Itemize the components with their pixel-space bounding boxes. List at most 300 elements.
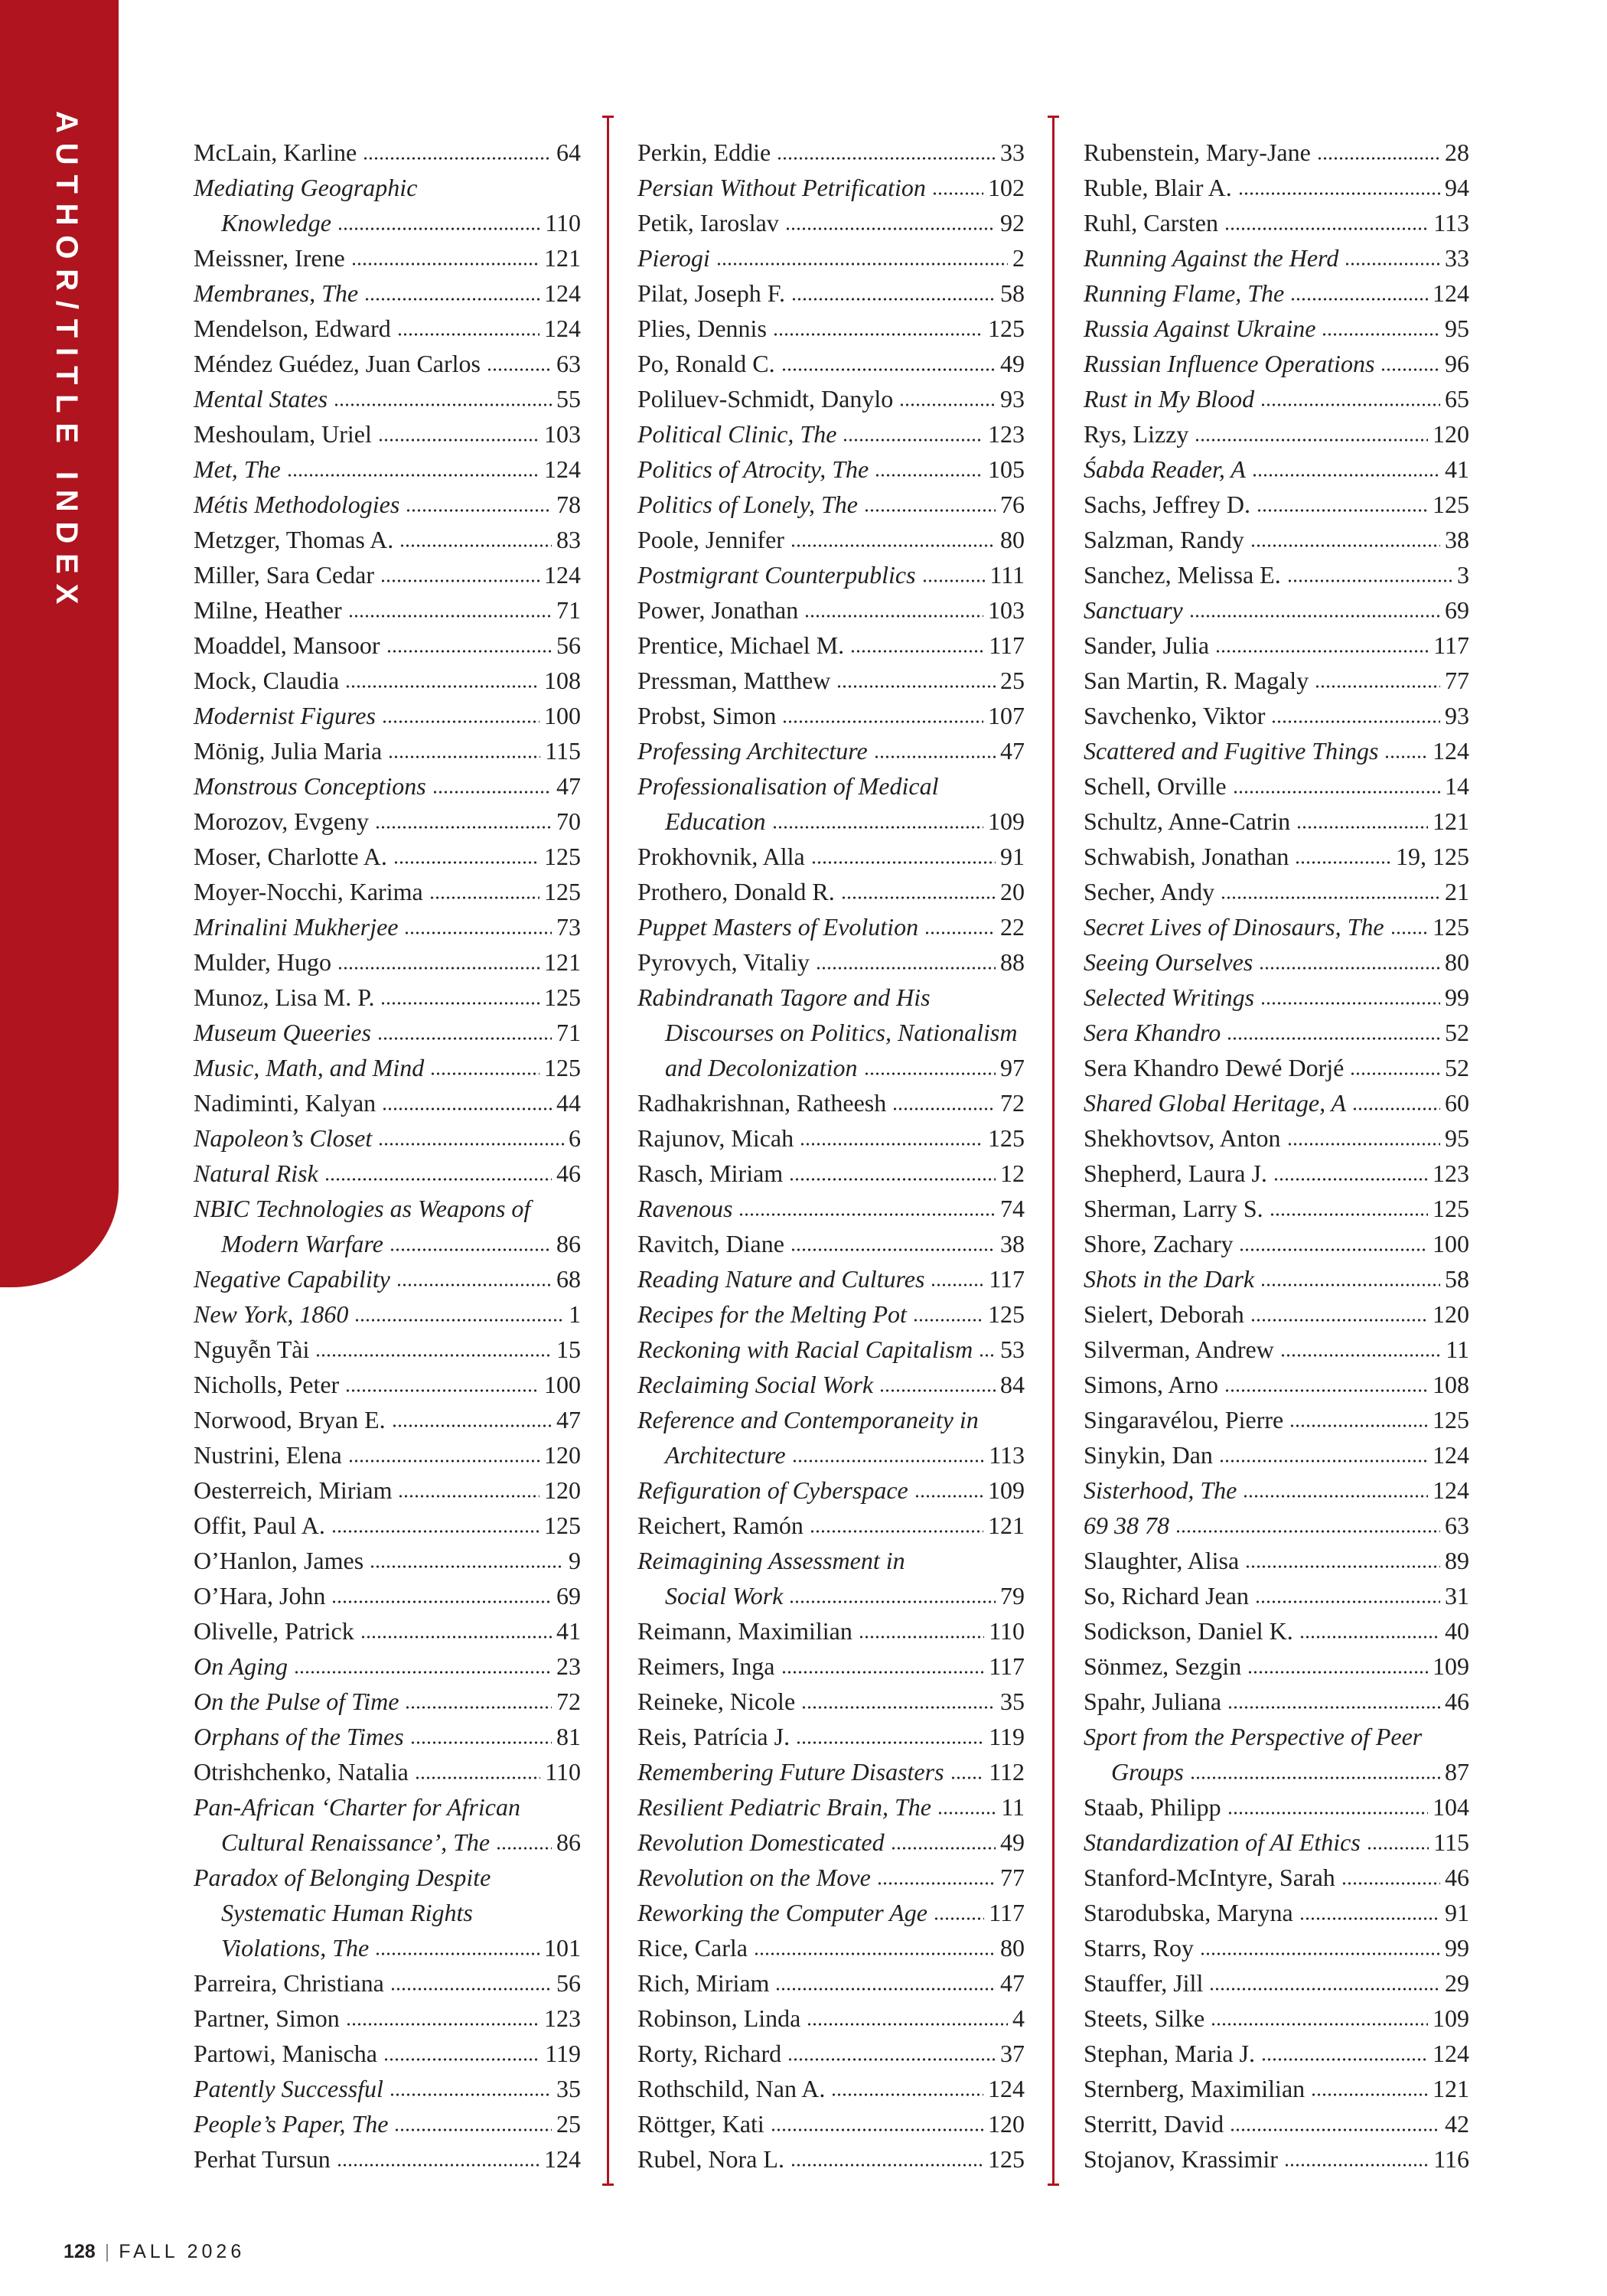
dot-leader — [1227, 1036, 1440, 1041]
index-entry-title — [1084, 1508, 1469, 1543]
entry-line — [1084, 733, 1469, 768]
entry-line — [637, 1895, 1025, 1930]
dot-leader — [771, 2128, 983, 2132]
entry-page-number: 124 — [544, 2145, 581, 2173]
entry-line — [1084, 944, 1469, 980]
index-entry-author — [194, 1578, 581, 1613]
entry-page-number: 93 — [1000, 385, 1025, 413]
index-entry-title — [194, 1261, 581, 1296]
dot-leader — [716, 262, 1008, 266]
entry-line — [1084, 1754, 1469, 1789]
index-entry-title — [194, 1789, 581, 1860]
entry-heading-text: Sanchez, Melissa E. — [1084, 561, 1281, 589]
index-entry-author — [1084, 768, 1469, 804]
entry-line — [637, 980, 1025, 1015]
entry-line — [1084, 2001, 1469, 2036]
dot-leader — [1245, 1564, 1440, 1569]
entry-line — [1084, 1367, 1469, 1402]
entry-line — [194, 240, 581, 276]
entry-heading-text: Recipes for the Melting Pot — [637, 1300, 907, 1328]
entry-heading-text: Knowledge — [221, 209, 331, 236]
entry-heading-text: Politics of Lonely, The — [637, 491, 858, 518]
entry-heading-text: Sodickson, Daniel K. — [1084, 1617, 1293, 1645]
dot-leader — [1261, 2057, 1428, 2062]
dot-leader — [781, 1670, 985, 1675]
entry-line — [194, 2036, 581, 2071]
entry-line — [1084, 1613, 1469, 1649]
entry-page-number: 86 — [556, 1230, 581, 1257]
index-entry-author — [637, 1085, 1025, 1120]
index-entry-author — [637, 205, 1025, 240]
entry-heading-text: Rice, Carla — [637, 1934, 748, 1962]
entry-line — [637, 2141, 1025, 2177]
entry-line — [1084, 628, 1469, 663]
dot-leader — [1367, 1846, 1429, 1851]
entry-page-number: 121 — [1433, 2075, 1469, 2102]
dot-leader — [378, 438, 539, 442]
entry-line — [637, 1613, 1025, 1649]
dot-leader — [790, 1247, 996, 1252]
entry-heading-text: Napoleon’s Closet — [194, 1124, 373, 1152]
entry-heading-text: Persian Without Petrification — [637, 174, 926, 201]
entry-heading-text: People’s Paper, The — [194, 2110, 389, 2138]
index-entry-author — [1084, 1613, 1469, 1649]
index-entry-title — [637, 1825, 1025, 1860]
dot-leader — [1299, 1916, 1440, 1921]
dot-leader — [1352, 1107, 1440, 1111]
entry-heading-text: Sera Khandro — [1084, 1019, 1221, 1046]
entry-heading-text: Munoz, Lisa M. P. — [194, 983, 375, 1011]
entry-heading-text: Sisterhood, The — [1084, 1476, 1237, 1504]
index-entry-author — [637, 346, 1025, 381]
dot-leader — [351, 262, 539, 266]
entry-page-number: 46 — [556, 1159, 581, 1187]
dot-leader — [922, 579, 986, 583]
entry-page-number: 11 — [1001, 1793, 1025, 1821]
index-entry-author — [637, 628, 1025, 663]
entry-heading-text: Negative Capability — [194, 1265, 390, 1293]
entry-line — [1084, 1226, 1469, 1261]
entry-page-number: 44 — [556, 1089, 581, 1117]
entry-line — [637, 1226, 1025, 1261]
entry-heading-text: San Martin, R. Magaly — [1084, 667, 1309, 694]
index-entry-author — [1084, 1649, 1469, 1684]
index-column-1 — [194, 135, 581, 2177]
dot-leader — [899, 403, 996, 407]
dot-leader — [337, 966, 539, 970]
entry-page-number: 124 — [1433, 2040, 1469, 2067]
entry-page-number: 121 — [988, 1512, 1025, 1539]
entry-line — [637, 276, 1025, 311]
entry-page-number: 110 — [545, 1758, 581, 1786]
index-entry-author — [1084, 804, 1469, 839]
entry-heading-text: Slaughter, Alisa — [1084, 1547, 1240, 1574]
entry-heading-text: 69 38 78 — [1084, 1512, 1169, 1539]
index-entry-author — [194, 2141, 581, 2177]
index-entry-title — [194, 1296, 581, 1332]
dot-leader — [843, 438, 983, 442]
dot-leader — [1233, 790, 1440, 794]
entry-page-number: 12 — [1000, 1159, 1025, 1187]
entry-page-number: 47 — [1000, 1969, 1025, 1997]
dot-leader — [781, 367, 996, 372]
entry-line — [1084, 346, 1469, 381]
entry-page-number: 105 — [988, 455, 1025, 483]
entry-heading-text: Social Work — [665, 1582, 784, 1609]
entry-heading-text: Steets, Silke — [1084, 2004, 1205, 2032]
index-entry-author — [194, 522, 581, 557]
entry-heading-text: Meshoulam, Uriel — [194, 420, 372, 448]
index-entry-author — [194, 733, 581, 768]
entry-line — [194, 416, 581, 452]
entry-heading-text: Rajunov, Micah — [637, 1124, 794, 1152]
index-entry-author — [1084, 1156, 1469, 1191]
dot-leader — [1250, 1318, 1428, 1322]
index-entry-author — [637, 276, 1025, 311]
entry-line — [637, 663, 1025, 698]
dot-leader — [390, 1987, 552, 1991]
dot-leader — [807, 2022, 1008, 2027]
dot-leader — [415, 1776, 540, 1780]
entry-heading-text: Sander, Julia — [1084, 631, 1210, 659]
entry-page-number: 109 — [988, 1476, 1025, 1504]
index-entry-author — [1084, 135, 1469, 170]
entry-page-number: 91 — [1000, 843, 1025, 870]
entry-heading-text: Pilat, Joseph F. — [637, 279, 786, 307]
index-entry-author — [1084, 487, 1469, 522]
index-entry-author — [194, 240, 581, 276]
index-entry-author — [637, 2001, 1025, 2036]
dot-leader — [1341, 1881, 1440, 1886]
entry-line — [194, 205, 581, 240]
entry-heading-text: Shepherd, Laura J. — [1084, 1159, 1267, 1187]
entry-heading-text: Shore, Zachary — [1084, 1230, 1234, 1257]
entry-page-number: 31 — [1445, 1582, 1469, 1609]
index-entry-author — [637, 381, 1025, 416]
entry-page-number: 79 — [1000, 1582, 1025, 1609]
entry-page-number: 74 — [1000, 1195, 1025, 1222]
entry-heading-text: Otrishchenko, Natalia — [194, 1758, 409, 1786]
entry-heading-text: Sanctuary — [1084, 596, 1183, 624]
entry-line — [637, 1649, 1025, 1684]
dot-leader — [398, 1494, 539, 1499]
dot-leader — [354, 1318, 564, 1322]
entry-page-number: 124 — [988, 2075, 1025, 2102]
entry-page-number: 97 — [1000, 1054, 1025, 1081]
entry-line — [637, 205, 1025, 240]
entry-heading-text: Political Clinic, The — [637, 420, 837, 448]
entry-heading-text: Rothschild, Nan A. — [637, 2075, 826, 2102]
entry-line — [637, 1156, 1025, 1191]
entry-page-number: 37 — [1000, 2040, 1025, 2067]
entry-heading-text: NBIC Technologies as Weapons of — [194, 1195, 531, 1222]
index-entry-author — [1084, 1367, 1469, 1402]
entry-heading-text: O’Hanlon, James — [194, 1547, 364, 1574]
entry-page-number: 95 — [1445, 1124, 1469, 1152]
entry-page-number: 109 — [988, 807, 1025, 835]
entry-heading-text: Schultz, Anne-Catrin — [1084, 807, 1291, 835]
index-entry-author — [194, 839, 581, 874]
index-entry-title — [1084, 452, 1469, 487]
dot-leader — [789, 1600, 996, 1604]
entry-line — [1084, 1296, 1469, 1332]
entry-page-number: 103 — [988, 596, 1025, 624]
entry-line — [194, 733, 581, 768]
entry-page-number: 123 — [988, 420, 1025, 448]
dot-leader — [831, 2092, 983, 2097]
entry-line — [1084, 1578, 1469, 1613]
index-entry-title — [1084, 944, 1469, 980]
entry-line — [637, 1543, 1025, 1578]
entry-heading-text: Méndez Guédez, Juan Carlos — [194, 350, 481, 377]
entry-line — [194, 1613, 581, 1649]
dot-leader — [874, 755, 996, 759]
index-entry-author — [194, 1508, 581, 1543]
entry-page-number: 116 — [1433, 2145, 1469, 2173]
dot-leader — [294, 1670, 552, 1675]
entry-page-number: 40 — [1445, 1617, 1469, 1645]
index-entry-author — [194, 944, 581, 980]
entry-page-number: 117 — [989, 1265, 1025, 1293]
dot-leader — [1215, 649, 1429, 654]
index-entry-author — [637, 1508, 1025, 1543]
dot-leader — [1224, 227, 1429, 231]
dot-leader — [334, 403, 552, 407]
entry-line — [1084, 1191, 1469, 1226]
dot-leader — [382, 719, 539, 724]
index-entry-author — [1084, 663, 1469, 698]
entry-line — [637, 1261, 1025, 1296]
index-entry-author — [637, 1649, 1025, 1684]
dot-leader — [836, 684, 996, 689]
entry-heading-text: Mock, Claudia — [194, 667, 340, 694]
index-entry-author — [194, 1085, 581, 1120]
entry-page-number: 72 — [1000, 1089, 1025, 1117]
entry-heading-text: Sinykin, Dan — [1084, 1441, 1213, 1469]
dot-leader — [773, 332, 983, 337]
entry-page-number: 71 — [556, 1019, 581, 1046]
entry-line — [194, 1367, 581, 1402]
index-entry-title — [637, 1543, 1025, 1613]
entry-page-number: 101 — [544, 1934, 581, 1962]
entry-line — [194, 2001, 581, 2036]
entry-page-number: 125 — [1433, 913, 1469, 941]
dot-leader — [1227, 1705, 1440, 1710]
entry-page-number: 111 — [989, 561, 1025, 589]
entry-page-number: 29 — [1445, 1969, 1469, 1997]
entry-heading-text: Modern Warfare — [221, 1230, 383, 1257]
index-entry-title — [637, 1754, 1025, 1789]
entry-line — [1084, 416, 1469, 452]
dot-leader — [1257, 508, 1428, 513]
dot-leader — [364, 297, 539, 302]
entry-line — [194, 170, 581, 205]
dot-leader — [859, 1635, 984, 1639]
footer-separator: | — [104, 2241, 110, 2262]
entry-line — [194, 1120, 581, 1156]
dot-leader — [399, 543, 552, 548]
entry-page-number: 80 — [1445, 948, 1469, 976]
index-entry-author — [194, 557, 581, 592]
dot-leader — [1271, 719, 1440, 724]
entry-line — [637, 628, 1025, 663]
dot-leader — [1200, 1952, 1440, 1956]
index-entry-author — [194, 346, 581, 381]
entry-heading-text: Sternberg, Maximilian — [1084, 2075, 1305, 2102]
dot-leader — [375, 1952, 539, 1956]
dot-leader — [404, 931, 552, 935]
entry-line — [637, 1015, 1025, 1050]
entry-line — [194, 1050, 581, 1085]
dot-leader — [410, 1740, 552, 1745]
dot-leader — [1315, 684, 1440, 689]
dot-leader — [800, 1142, 983, 1146]
entry-heading-text: Rubenstein, Mary-Jane — [1084, 139, 1311, 166]
entry-page-number: 91 — [1445, 1899, 1469, 1926]
index-entry-author — [1084, 416, 1469, 452]
dot-leader — [430, 1071, 539, 1076]
index-entry-author — [1084, 1191, 1469, 1226]
dot-leader — [1350, 1071, 1440, 1076]
entry-heading-text: Shots in the Dark — [1084, 1265, 1255, 1293]
entry-page-number: 120 — [1433, 420, 1469, 448]
entry-page-number: 63 — [556, 350, 581, 377]
entry-page-number: 102 — [988, 174, 1025, 201]
entry-heading-text: Postmigrant Counterpublics — [637, 561, 916, 589]
index-entry-title — [637, 487, 1025, 522]
entry-heading-text: Sera Khandro Dewé Dorjé — [1084, 1054, 1345, 1081]
entry-heading-text: Seeing Ourselves — [1084, 948, 1253, 976]
dot-leader — [801, 1705, 996, 1710]
index-entry-author — [1084, 1860, 1469, 1895]
entry-page-number: 55 — [556, 385, 581, 413]
entry-page-number: 124 — [544, 561, 581, 589]
index-entry-author — [1084, 522, 1469, 557]
entry-line — [194, 592, 581, 628]
entry-line — [1084, 1543, 1469, 1578]
index-entry-author — [637, 1965, 1025, 2001]
index-entry-author — [194, 1437, 581, 1473]
entry-page-number: 60 — [1445, 1089, 1469, 1117]
entry-page-number: 124 — [544, 279, 581, 307]
dot-leader — [324, 1177, 552, 1182]
index-entry-title — [194, 1191, 581, 1261]
index-entry-author — [1084, 2071, 1469, 2106]
entry-line — [637, 311, 1025, 346]
index-entry-author — [1084, 1930, 1469, 1965]
entry-page-number: 28 — [1445, 139, 1469, 166]
entry-heading-text: Meissner, Irene — [194, 244, 345, 272]
entry-page-number: 14 — [1445, 772, 1469, 800]
entry-line — [1084, 980, 1469, 1015]
entry-line — [637, 592, 1025, 628]
entry-page-number: 125 — [544, 878, 581, 905]
entry-line — [194, 1965, 581, 2001]
entry-page-number: 80 — [1000, 526, 1025, 553]
entry-heading-text: Partner, Simon — [194, 2004, 340, 2032]
index-entry-author — [637, 2106, 1025, 2141]
index-entry-title — [194, 1649, 581, 1684]
dot-leader — [382, 1107, 552, 1111]
index-entry-author — [637, 522, 1025, 557]
index-entry-title — [637, 768, 1025, 839]
entry-heading-text: Mönig, Julia Maria — [194, 737, 383, 765]
dot-leader — [932, 191, 983, 196]
entry-heading-text: Poole, Jennifer — [637, 526, 784, 553]
index-entry-author — [194, 1367, 581, 1402]
entry-heading-text: McLain, Karline — [194, 139, 357, 166]
entry-heading-text: Sielert, Deborah — [1084, 1300, 1244, 1328]
entry-page-number: 19, 125 — [1396, 843, 1469, 870]
entry-heading-text: Perkin, Eddie — [637, 139, 771, 166]
page-number: 128 — [64, 2241, 96, 2262]
entry-line — [194, 804, 581, 839]
entry-heading-text: Singaravélou, Pierre — [1084, 1406, 1284, 1433]
entry-line — [194, 944, 581, 980]
index-entry-author — [194, 2036, 581, 2071]
entry-line — [637, 874, 1025, 909]
dot-leader — [331, 1529, 539, 1534]
entry-line — [637, 1719, 1025, 1754]
index-entry-title — [637, 1296, 1025, 1332]
dot-leader — [1390, 931, 1428, 935]
entry-page-number: 69 — [1445, 596, 1469, 624]
entry-page-number: 125 — [988, 2145, 1025, 2173]
entry-line — [1084, 1649, 1469, 1684]
entry-page-number: 117 — [1433, 631, 1469, 659]
dot-leader — [841, 895, 996, 900]
entry-line — [637, 1050, 1025, 1085]
index-entry-author — [637, 1226, 1025, 1261]
entry-page-number: 58 — [1445, 1265, 1469, 1293]
index-entry-title — [194, 170, 581, 240]
entry-page-number: 125 — [988, 1300, 1025, 1328]
entry-heading-text: Pressman, Matthew — [637, 667, 831, 694]
entry-heading-text: Ruhl, Carsten — [1084, 209, 1218, 236]
dot-leader — [345, 1388, 539, 1393]
entry-page-number: 125 — [544, 1512, 581, 1539]
entry-line — [1084, 2141, 1469, 2177]
entry-heading-text: Miller, Sara Cedar — [194, 561, 374, 589]
entry-heading-text: Reineke, Nicole — [637, 1688, 796, 1715]
entry-heading-text: Discourses on Politics, Nationalism — [665, 1019, 1018, 1046]
entry-line — [637, 944, 1025, 980]
dot-leader — [1227, 1811, 1428, 1815]
index-entry-title — [194, 276, 581, 311]
entry-page-number: 117 — [989, 1652, 1025, 1680]
entry-line — [1084, 1860, 1469, 1895]
entry-page-number: 2 — [1012, 244, 1025, 272]
entry-line — [1084, 698, 1469, 733]
entry-heading-text: Refiguration of Cyberspace — [637, 1476, 908, 1504]
entry-heading-text: Stojanov, Krassimir — [1084, 2145, 1278, 2173]
index-entry-title — [1084, 1015, 1469, 1050]
entry-line — [1084, 1895, 1469, 1930]
dot-leader — [1243, 1494, 1428, 1499]
index-entry-author — [1084, 839, 1469, 874]
entry-heading-text: Reimann, Maximilian — [637, 1617, 852, 1645]
entry-page-number: 20 — [1000, 878, 1025, 905]
entry-page-number: 68 — [556, 1265, 581, 1293]
entry-page-number: 71 — [556, 596, 581, 624]
entry-heading-text: New York, 1860 — [194, 1300, 349, 1328]
dot-leader — [1296, 825, 1428, 830]
entry-line — [1084, 592, 1469, 628]
dot-leader — [1224, 1388, 1428, 1393]
entry-page-number: 22 — [1000, 913, 1025, 941]
entry-line — [1084, 1402, 1469, 1437]
entry-page-number: 100 — [544, 1371, 581, 1398]
